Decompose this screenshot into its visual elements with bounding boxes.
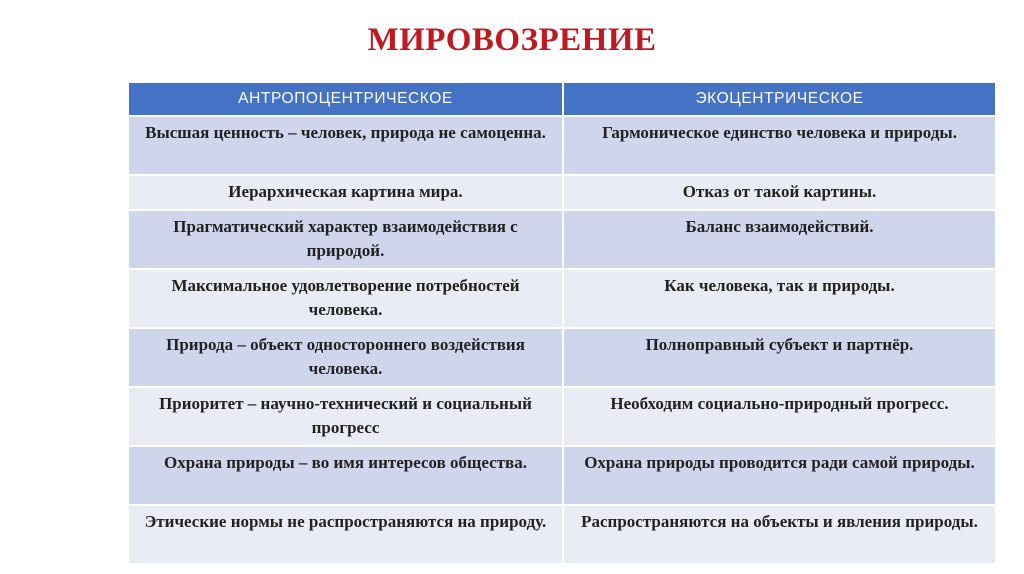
- table-header-row: [129, 83, 995, 117]
- table-cell: Иерархическая картина мира.: [129, 176, 562, 209]
- table-cell: Охрана природы проводится ради самой природы.: [562, 447, 995, 504]
- table-cell: Необходим социально-природный прогресс.: [562, 388, 995, 445]
- table-cell: Гармоническое единство человека и природы.: [562, 117, 995, 174]
- header-anthropocentric: АНТРОПОЦЕНТРИЧЕСКОЕ: [129, 83, 562, 115]
- table-cell: Охрана природы – во имя интересов общества.: [129, 447, 562, 504]
- table-cell: Полноправный субъект и партнёр.: [562, 329, 995, 386]
- table-row: [129, 447, 995, 506]
- table-row: [129, 117, 995, 176]
- table-row: [129, 329, 995, 388]
- comparison-table: [128, 83, 995, 565]
- table-cell: Приоритет – научно-технический и социальный прогресс: [129, 388, 562, 445]
- table-cell: Высшая ценность – человек, природа не самоценна.: [129, 117, 562, 174]
- table-cell: Баланс взаимодействий.: [562, 211, 995, 268]
- table-cell: Максимальное удовлетворение потребностей человека.: [129, 270, 562, 327]
- table-cell: Как человека, так и природы.: [562, 270, 995, 327]
- table-cell: Природа – объект одностороннего воздействия человека.: [129, 329, 562, 386]
- header-ecocentric: ЭКОЦЕНТРИЧЕСКОЕ: [562, 83, 995, 115]
- table-row: [129, 388, 995, 447]
- table-row: [129, 506, 995, 565]
- slide-title: МИРОВОЗРЕНИЕ: [367, 22, 657, 58]
- table-cell: Прагматический характер взаимодействия с природой.: [129, 211, 562, 268]
- table-row: [129, 176, 995, 211]
- table-cell: Отказ от такой картины.: [562, 176, 995, 209]
- table-row: [129, 211, 995, 270]
- table-cell: Распространяются на объекты и явления природы.: [562, 506, 995, 563]
- table-row: [129, 270, 995, 329]
- table-cell: Этические нормы не распространяются на природу.: [129, 506, 562, 563]
